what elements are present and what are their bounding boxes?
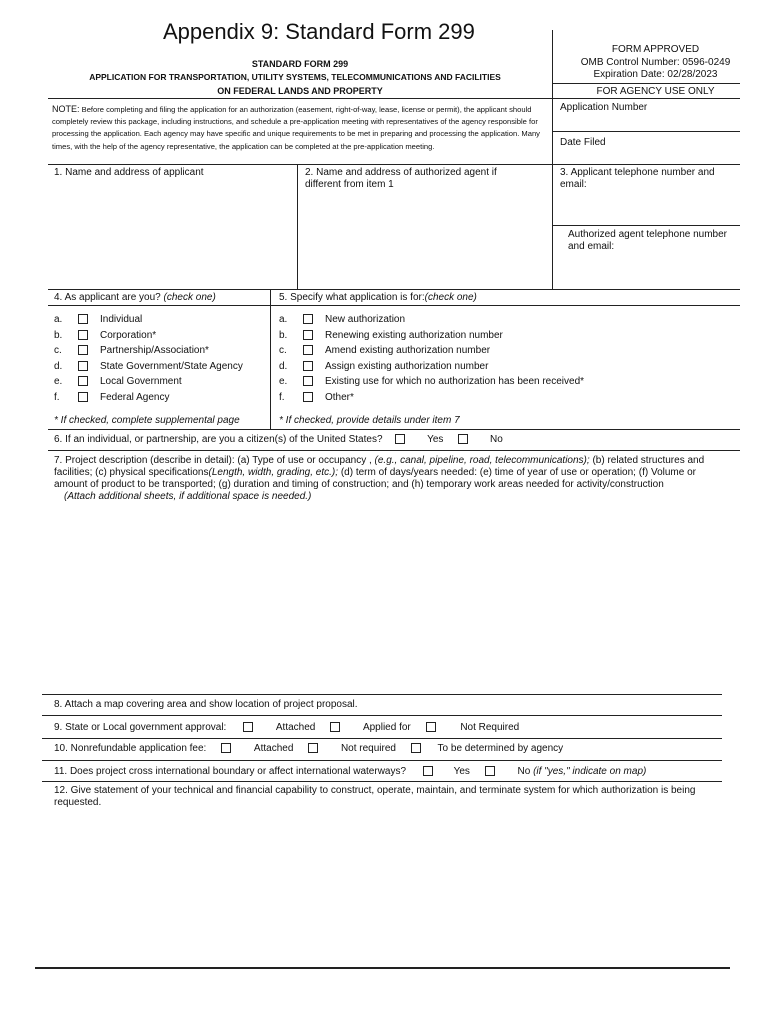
item6-yes: Yes: [427, 434, 444, 445]
item4-title-text: 4. As applicant are you?: [54, 292, 161, 303]
item11-top-line: [42, 760, 722, 761]
form-approved: FORM APPROVED: [611, 44, 700, 55]
form-title-line2: ON FEDERAL LANDS AND PROPERTY: [217, 86, 383, 96]
item7-text2: (b) related structures and facilities; (c) physical specifications: [54, 455, 705, 478]
item7-example2: (Length, width, grading, etc.);: [208, 467, 339, 478]
checkbox-icon[interactable]: [426, 722, 436, 732]
item10-top-line: [42, 738, 722, 739]
item2-label[interactable]: 2. Name and address of authorized agent if different from item 1: [305, 167, 497, 190]
item10-attached: Attached: [253, 743, 294, 754]
checkbox-icon[interactable]: [78, 314, 88, 324]
item1-label[interactable]: 1. Name and address of applicant: [54, 167, 204, 178]
appendix-title: Appendix 9: Standard Form 299: [163, 19, 475, 44]
item4-title-line: [48, 305, 270, 306]
note-text: Before completing and filing the application for an authorization (easement, right-of-way, lease, license or permit), the applicant should completely review this package, including instructions, and schedule a pre-application meeting with representatives of the agency responsible for processing the application. Each agency may have specific and unique requirements to be met in preparing and processing the application. Many times, with the help of the agency representative, the application can be completed at the pre-application meeting.: [52, 105, 540, 151]
item7-attach-note: (Attach additional sheets, if additional space is needed.): [64, 491, 312, 502]
checkbox-icon[interactable]: [303, 330, 313, 340]
item6-text: 6. If an individual, or partnership, are you a citizen(s) of the United States?: [54, 434, 383, 445]
checkbox-icon[interactable]: [485, 766, 495, 776]
item11-text: 11. Does project cross international boundary or affect international waterways?: [54, 766, 407, 777]
item5-option[interactable]: f. Other*: [279, 392, 354, 403]
note-label: NOTE:: [52, 104, 80, 114]
item11-no-hint: (if "yes," indicate on map): [533, 766, 647, 777]
checkbox-icon[interactable]: [78, 345, 88, 355]
item5-hint: (check one): [424, 292, 477, 303]
row3-top-line: [48, 429, 740, 430]
item12-top-line: [42, 781, 722, 782]
form-name: STANDARD FORM 299: [251, 59, 349, 69]
bottom-rule: [35, 967, 730, 969]
application-number-field[interactable]: Application Number: [560, 102, 648, 113]
item6-row: [54, 434, 503, 446]
item9-attached: Attached: [275, 722, 316, 733]
checkbox-icon[interactable]: [78, 361, 88, 371]
item7-text3: (d) term of days/years needed: (e) time of year of use or operation; (f) Volume or amount of product to be transported; (g) duration and timing of construction; and (h) temporary work areas needed for activity/construction: [54, 467, 696, 490]
item10-not-required: Not required: [340, 743, 396, 754]
item3-label[interactable]: 3. Applicant telephone number and email:: [560, 167, 715, 190]
item12-label[interactable]: 12. Give statement of your technical and financial capability to construct, operate, maintain, and terminate system for which authorization is being requested.: [54, 785, 696, 808]
title-bottom-line: [48, 98, 740, 99]
item9-not-required: Not Required: [460, 722, 520, 733]
item11-row: [54, 766, 646, 778]
item10-text: 10. Nonrefundable application fee:: [54, 743, 207, 754]
item11-yes: Yes: [453, 766, 470, 777]
item7-example: (e.g., canal, pipeline, road, telecommunications);: [374, 455, 590, 466]
agency-use-label: FOR AGENCY USE ONLY: [596, 86, 715, 97]
item8-top-line: [42, 694, 722, 695]
item5-title-text: 5. Specify what application is for:: [279, 292, 425, 303]
item1-divider: [297, 164, 298, 289]
row4-top-line: [48, 450, 740, 451]
item4-option[interactable]: e. Local Government: [54, 376, 182, 387]
item5-option[interactable]: c. Amend existing authorization number: [279, 345, 491, 356]
item5-title-line: [270, 305, 740, 306]
item3-inner-line: [552, 225, 740, 226]
appnum-bottom-line: [552, 131, 740, 132]
expiration-date: Expiration Date: 02/28/2023: [593, 69, 718, 80]
row2-top-line: [48, 289, 740, 290]
item4-hint: (check one): [163, 292, 216, 303]
item8-label[interactable]: 8. Attach a map covering area and show location of project proposal.: [54, 699, 358, 710]
checkbox-icon[interactable]: [303, 345, 313, 355]
item9-top-line: [42, 715, 722, 716]
checkbox-icon[interactable]: [395, 434, 405, 444]
item5-option[interactable]: b. Renewing existing authorization number: [279, 330, 503, 341]
agency-top-line: [552, 83, 740, 84]
checkbox-icon[interactable]: [303, 361, 313, 371]
checkbox-icon[interactable]: [303, 314, 313, 324]
item7-text: 7. Project description (describe in detail): (a) Type of use or occupancy ,: [54, 455, 372, 466]
item5-option[interactable]: a. New authorization: [279, 314, 406, 325]
item4-option[interactable]: a. Individual: [54, 314, 143, 325]
checkbox-icon[interactable]: [243, 722, 253, 732]
item4-option[interactable]: f. Federal Agency: [54, 392, 170, 403]
item5-option[interactable]: d. Assign existing authorization number: [279, 361, 489, 372]
item4-footnote: * If checked, complete supplemental page: [54, 415, 240, 426]
checkbox-icon[interactable]: [221, 743, 231, 753]
form-title-line1: APPLICATION FOR TRANSPORTATION, UTILITY SYSTEMS, TELECOMMUNICATIONS AND FACILITIES: [89, 72, 501, 82]
item11-no: No: [517, 766, 531, 777]
item3b-label[interactable]: Authorized agent telephone number and email:: [568, 229, 728, 252]
checkbox-icon[interactable]: [303, 376, 313, 386]
item4-option[interactable]: c. Partnership/Association*: [54, 345, 209, 356]
item5-option[interactable]: e. Existing use for which no authorization has been received*: [279, 376, 585, 387]
item9-applied: Applied for: [362, 722, 411, 733]
row1-top-line: [48, 164, 740, 165]
item2-divider: [552, 164, 553, 289]
item10-row: [54, 743, 563, 755]
item10-tbd: To be determined by agency: [437, 743, 564, 754]
item9-text: 9. State or Local government approval:: [54, 722, 227, 733]
note-block: [52, 103, 548, 153]
checkbox-icon[interactable]: [458, 434, 468, 444]
item4-divider: [270, 289, 271, 429]
checkbox-icon[interactable]: [423, 766, 433, 776]
checkbox-icon[interactable]: [78, 376, 88, 386]
date-filed-field[interactable]: Date Filed: [560, 137, 606, 148]
checkbox-icon[interactable]: [78, 392, 88, 402]
header-divider: [552, 30, 553, 164]
checkbox-icon[interactable]: [303, 392, 313, 402]
item4-option[interactable]: b. Corporation*: [54, 330, 157, 341]
item4-option[interactable]: d. State Government/State Agency: [54, 361, 243, 372]
checkbox-icon[interactable]: [308, 743, 318, 753]
item5-title: [279, 292, 477, 304]
checkbox-icon[interactable]: [78, 330, 88, 340]
item6-no: No: [489, 434, 503, 445]
item7-description-field[interactable]: [54, 455, 714, 503]
item9-row: [54, 722, 519, 734]
checkbox-icon[interactable]: [411, 743, 421, 753]
item4-title: [54, 292, 216, 304]
item5-footnote: * If checked, provide details under item 7: [279, 415, 460, 426]
checkbox-icon[interactable]: [330, 722, 340, 732]
omb-control-number: OMB Control Number: 0596-0249: [580, 57, 731, 68]
